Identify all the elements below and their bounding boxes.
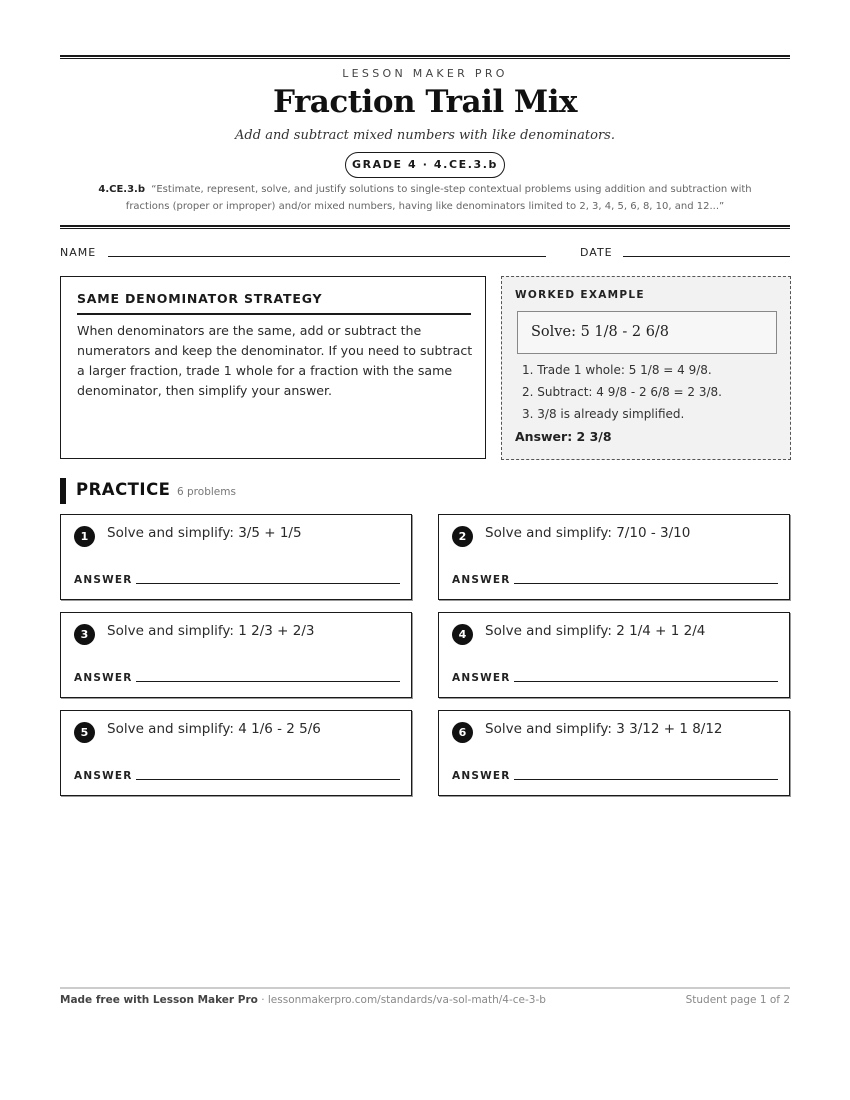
answer-field[interactable] <box>136 583 400 584</box>
strategy-box <box>60 276 486 459</box>
problem-number-badge: 5 <box>74 722 95 743</box>
standard-code: 4.CE.3.b <box>98 184 145 195</box>
footer-rule <box>60 987 790 989</box>
answer-field[interactable] <box>514 583 778 584</box>
name-label: NAME <box>60 246 97 259</box>
problem-number-badge: 2 <box>452 526 473 547</box>
problem-number-badge: 1 <box>74 526 95 547</box>
problem-card-2 <box>438 514 790 600</box>
problem-card-5 <box>60 710 412 796</box>
practice-count: 6 problems <box>177 486 236 498</box>
footer-separator: · <box>257 994 268 1006</box>
strategy-body: When denominators are the same, add or subtract the numerators and keep the denominator. If you need to subtract a larger fraction, trade 1 whole for a fraction with the same denominator, then simplify your answer. <box>77 323 473 398</box>
header-bottom-rule <box>60 225 790 229</box>
date-label: DATE <box>580 246 613 259</box>
page-title: Fraction Trail Mix <box>272 84 577 120</box>
problem-prompt: Solve and simplify: 3/5 + 1/5 <box>107 525 302 541</box>
answer-field[interactable] <box>136 779 400 780</box>
worked-example-step: 1. Trade 1 whole: 5 1/8 = 4 9/8. <box>522 363 712 377</box>
problem-prompt: Solve and simplify: 3 3/12 + 1 8/12 <box>485 721 723 737</box>
problem-prompt: Solve and simplify: 4 1/6 - 2 5/6 <box>107 721 321 737</box>
strategy-title: SAME DENOMINATOR STRATEGY <box>77 291 471 315</box>
standard-text: “Estimate, represent, solve, and justify solutions to single-step contextual problems using addition and subtraction with fractions (proper or improper) and/or mixed numbers, having like denominators limited to 2, 3, 4, 5, 6, 8, 10, and 12...” <box>125 184 752 212</box>
problem-prompt: Solve and simplify: 7/10 - 3/10 <box>485 525 691 541</box>
answer-label: ANSWER <box>452 574 511 586</box>
problem-card-6 <box>438 710 790 796</box>
problem-number-badge: 4 <box>452 624 473 645</box>
problem-number-badge: 6 <box>452 722 473 743</box>
answer-field[interactable] <box>514 779 778 780</box>
answer-label: ANSWER <box>452 770 511 782</box>
answer-label: ANSWER <box>452 672 511 684</box>
problem-card-3 <box>60 612 412 698</box>
worked-example-answer: Answer: 2 3/8 <box>515 429 612 444</box>
problem-number-badge: 3 <box>74 624 95 645</box>
worked-example-title: WORKED EXAMPLE <box>515 289 645 301</box>
brand-name: LESSON MAKER PRO <box>342 67 508 80</box>
worked-example-steps <box>522 359 722 425</box>
answer-label: ANSWER <box>74 770 133 782</box>
problem-card-4 <box>438 612 790 698</box>
practice-title: PRACTICE <box>76 480 171 499</box>
worked-example-step: 2. Subtract: 4 9/8 - 2 6/8 = 2 3/8. <box>522 385 722 399</box>
problem-prompt: Solve and simplify: 2 1/4 + 1 2/4 <box>485 623 706 639</box>
worked-example-box <box>501 276 791 460</box>
answer-label: ANSWER <box>74 574 133 586</box>
answer-label: ANSWER <box>74 672 133 684</box>
problem-card-1 <box>60 514 412 600</box>
footer-url-link[interactable]: lessonmakerpro.com/standards/va-sol-math/4-ce-3-b <box>267 994 546 1006</box>
problem-prompt: Solve and simplify: 1 2/3 + 2/3 <box>107 623 315 639</box>
answer-field[interactable] <box>136 681 400 682</box>
date-field[interactable] <box>623 256 790 257</box>
practice-accent-bar <box>60 478 66 504</box>
worked-example-problem: Solve: 5 1/8 - 2 6/8 <box>517 311 777 354</box>
answer-field[interactable] <box>514 681 778 682</box>
footer-credit <box>60 994 546 1006</box>
footer-made-with: Made free with Lesson Maker Pro <box>60 994 258 1006</box>
worked-example-step: 3. 3/8 is already simplified. <box>522 407 685 421</box>
name-field[interactable] <box>108 256 546 257</box>
footer-page-number: Student page 1 of 2 <box>685 994 790 1006</box>
standard-description <box>75 181 775 215</box>
top-rule <box>60 55 790 59</box>
grade-badge: GRADE 4 · 4.CE.3.b <box>345 152 505 178</box>
page-subtitle: Add and subtract mixed numbers with like denominators. <box>235 128 615 143</box>
